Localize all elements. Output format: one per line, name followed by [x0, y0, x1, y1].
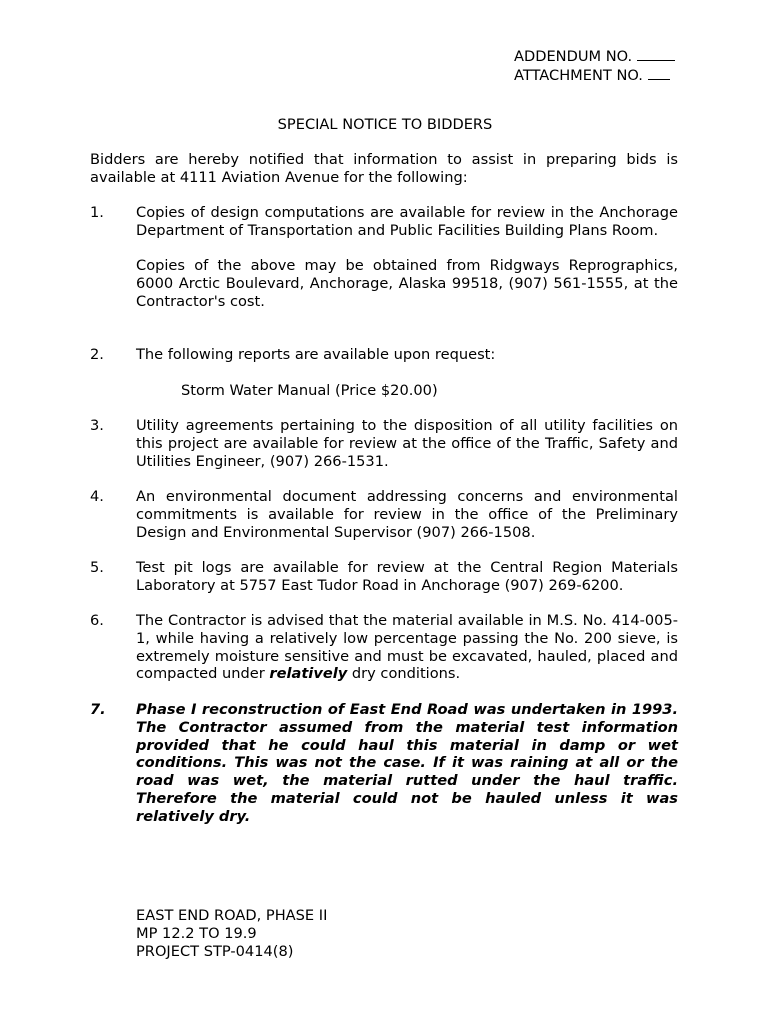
addendum-label: ADDENDUM NO. — [514, 48, 633, 65]
page-title-text: SPECIAL NOTICE TO BIDDERS — [277, 116, 493, 133]
project-footer — [136, 907, 327, 960]
addendum-block — [514, 47, 675, 85]
item-paragraph: Utility agreements pertaining to the disposition of all utility facilities on this project are available for review at the office of the Traffic, Safety and Utilities Engineer, (907) 266-1531. — [136, 417, 678, 470]
item-number: 5. — [90, 559, 104, 576]
item-body — [136, 559, 678, 595]
item-body — [136, 701, 678, 826]
item-body — [136, 417, 678, 470]
item-number: 4. — [90, 488, 104, 505]
item-number: 3. — [90, 417, 104, 434]
item-number: 7. — [90, 701, 106, 718]
footer-project-name: EAST END ROAD, PHASE II — [136, 907, 328, 924]
list-item-6 — [90, 612, 678, 683]
item-paragraph: Test pit logs are available for review at the Central Region Materials Laboratory at 5757 East Tudor Road in Anchorage (907) 269-6200. — [136, 559, 678, 594]
item-paragraph: An environmental document addressing concerns and environmental commitments is available for review in the office of the Preliminary Design and Environmental Supervisor (907) 266-1508. — [136, 488, 678, 541]
list-item-5 — [90, 559, 678, 595]
item-paragraph — [136, 612, 678, 683]
item-body — [136, 612, 678, 683]
item-body — [136, 204, 678, 311]
list-item-3 — [90, 417, 678, 470]
item-text: The Contractor is advised that the material available in M.S. No. 414-005-1, while having a relatively low percentage passing the No. 200 sieve, is extremely moisture sensitive and must be excavated, hauled, placed and compacted under — [136, 612, 678, 683]
addendum-blank — [637, 47, 675, 61]
page-title — [0, 116, 770, 134]
item-number: 1. — [90, 204, 104, 221]
attachment-blank — [648, 66, 670, 80]
item-paragraph: Copies of the above may be obtained from Ridgways Reprographics, 6000 Arctic Boulevard, Anchorage, Alaska 99518, (907) 561-1555, at the Contractor's cost. — [136, 257, 678, 310]
item-number: 6. — [90, 612, 104, 629]
addendum-line — [514, 47, 675, 66]
item-text: dry conditions. — [347, 665, 461, 683]
item-body — [136, 488, 678, 541]
attachment-label: ATTACHMENT NO. — [514, 66, 643, 84]
list-item-1 — [90, 204, 678, 311]
item-number: 2. — [90, 346, 104, 363]
list-item-2 — [90, 346, 678, 399]
attachment-line — [514, 66, 675, 85]
item-body — [136, 346, 678, 399]
list-item-4 — [90, 488, 678, 541]
item-paragraph: Copies of design computations are available for review in the Anchorage Department of Transportation and Public Facilities Building Plans Room. — [136, 204, 678, 239]
item-paragraph: Phase I reconstruction of East End Road was undertaken in 1993. The Contractor assumed from the material test information provided that he could haul this material in damp or wet conditions. This was not the case. If it was raining at all or the road was wet, the material rutted under the haul traffic. Therefore the material could not be hauled unless it was relatively dry. — [136, 701, 678, 825]
emphasis-text: relatively — [269, 665, 348, 683]
report-title: Storm Water Manual (Price $20.00) — [181, 381, 438, 399]
item-paragraph: The following reports are available upon request: — [136, 346, 496, 363]
footer-mileposts: MP 12.2 TO 19.9 — [136, 924, 257, 942]
footer-project-number: PROJECT STP-0414(8) — [136, 942, 294, 960]
intro-paragraph: Bidders are hereby notified that information to assist in preparing bids is available at 4111 Aviation Avenue for the following: — [90, 151, 678, 186]
list-item-7 — [90, 701, 678, 826]
